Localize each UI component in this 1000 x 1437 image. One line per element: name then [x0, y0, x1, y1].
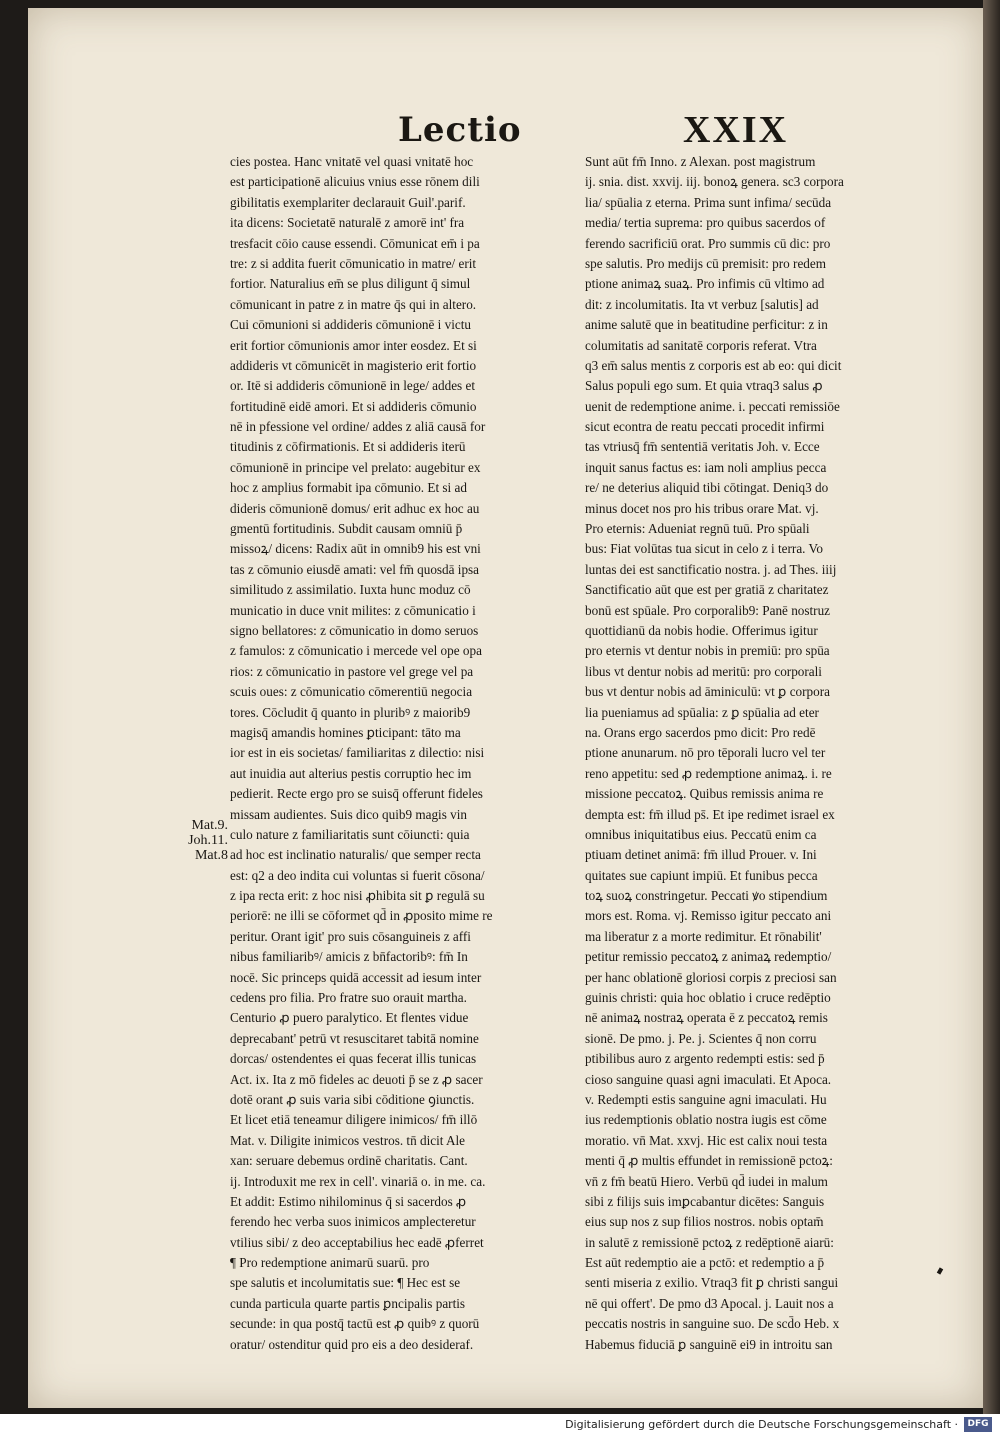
text-line: missam audientes. Suis dico quib9 magis vin — [230, 806, 467, 822]
text-line: columitatis ad sanitatē corporis referat. Vtra — [585, 337, 817, 353]
running-head-lectio: Lectio — [398, 110, 522, 150]
text-line: missoꝝ/ dicens: Radix aūt in omnib9 his est vni — [230, 541, 481, 557]
text-line: ma liberatur z a morte redimitur. Et rōnabilit' — [585, 928, 822, 944]
text-line: inquit sanus factus es: iam noli amplius pecca — [585, 459, 827, 475]
text-line: cedens pro filia. Pro fratre suo orauit martha. — [230, 990, 467, 1006]
text-line: vn̄ z fm̄ beatū Hiero. Verbū qd̄ iudei in malum — [585, 1173, 828, 1189]
page-edge — [983, 0, 1000, 1414]
margin-note: Mat.8 — [194, 848, 228, 863]
text-line: scuis oues: z cōmunicatio cōmerentiū negocia — [230, 684, 473, 700]
left-text-column — [230, 152, 580, 1355]
text-line: Et addit: Estimo nihilominus q̄ si sacerdos ꝓ — [230, 1193, 467, 1209]
text-line: na. Orans ergo sacerdos pmo dicit: Pro redē — [585, 724, 816, 740]
text-line: Pro eternis: Adueniat regnū tuū. Pro spūali — [585, 521, 810, 537]
text-line: reno appetitu: sed ꝓ redemptione animaꝝ. i. re — [585, 765, 832, 781]
text-line: libus vt dentur nobis ad meritū: pro corporali — [585, 663, 822, 679]
text-line: lia pueniamus ad spūalia: z ꝑ spūalia ad eter — [585, 704, 819, 720]
right-text-column — [585, 152, 923, 1355]
text-line: oratur/ ostenditur quid pro eis a deo desideraf. — [230, 1336, 474, 1352]
running-head-numeral: XXIX — [683, 109, 789, 151]
text-line: vtilius sibi/ z deo acceptabilius hec eadē ꝓferret — [230, 1234, 484, 1250]
text-line: guinis christi: quia hoc oblatio i cruce redēptio — [585, 990, 831, 1006]
text-line: nē qui offert'. De pmo d3 Apocal. j. Lauit nos a — [585, 1295, 834, 1311]
text-line: nocē. Sic princeps quidā accessit ad iesum inter — [230, 969, 482, 985]
text-line: est participationē alicuius vnius esse rōnem dili — [230, 174, 480, 190]
text-line: fortitudinē eidē amori. Et si addideris cōmunio — [230, 398, 477, 414]
text-line: cunda particula quarte partis ꝑncipalis partis — [230, 1295, 466, 1311]
text-line: dotē orant ꝓ suis varia sibi cōditione ꝯiunctis. — [230, 1091, 475, 1107]
text-line: spe salutis. Pro medijs cū premisit: pro redem — [585, 255, 827, 271]
text-line: nibus familiaribꝰ/ amicis z bn̄factoribꝰ: fm̄ In — [230, 949, 468, 965]
text-line: in salutē z remissionē pctoꝝ z redēptionē aiarū: — [585, 1234, 834, 1250]
text-line: est: q2 a deo indita cui voluntas si fuerit cōsona/ — [230, 867, 485, 883]
footer-credit: Digitalisierung gefördert durch die Deutsche Forschungsgemeinschaft · — [565, 1418, 958, 1431]
text-line: eius sup nos z sup filios nostros. nobis optam̄ — [585, 1214, 824, 1230]
text-line: fortior. Naturalius em̄ se plus diligunt q̄ simul — [230, 276, 471, 292]
text-line: tresfacit cōio cause essendi. Cōmunicat em̄ i pa — [230, 235, 480, 251]
text-line: tores. Cōcludit q̄ quanto in pluribꝰ z maiorib9 — [230, 704, 471, 720]
text-line: Cui cōmunioni si addideris cōmunionē i victu — [230, 317, 472, 333]
text-line: q3 em̄ salus mentis z corporis est ab eo: qui dicit — [585, 357, 842, 373]
text-line: ptione anunarum. nō pro tēporali lucro vel ter — [585, 745, 826, 761]
text-line: bonū est spūale. Pro corporalib9: Panē nostruz — [585, 602, 831, 618]
text-line: bus: Fiat volūtas tua sicut in celo z i terra. Vo — [585, 541, 823, 557]
text-line: erit fortior cōmunionis amor inter eosdez. Et si — [230, 337, 477, 353]
text-line: Centurio ꝓ puero paralytico. Et flentes vidue — [230, 1010, 469, 1026]
text-line: mors est. Roma. vj. Remisso igitur peccato ani — [585, 908, 832, 924]
dfg-logo: DFG — [964, 1417, 992, 1432]
text-line: ptibilibus auro z argento redempti estis: sed p̄ — [585, 1051, 825, 1067]
text-line: ferendo hec verba suos inimicos amplecteretur — [230, 1214, 476, 1230]
text-line: Act. ix. Ita z mō fideles ac deuoti p̄ se z ꝓ sacer — [230, 1071, 483, 1087]
text-line: cōmunionē in principe vel prelato: augebitur ex — [230, 459, 481, 475]
text-line: omnibus iniquitatibus eius. Peccatū enim ca — [585, 826, 817, 842]
text-line: v. Redempti estis sanguine agni imaculati. Hu — [585, 1091, 827, 1107]
text-line: spe salutis et incolumitatis sue: ¶ Hec est se — [230, 1275, 461, 1291]
text-line: z ipa recta erit: z hoc nisi ꝓhibita sit ꝑ regulā su — [230, 888, 485, 904]
text-line: ij. snia. dist. xxvij. iij. bonoꝝ genera. sc3 corpora — [585, 174, 844, 190]
text-line: gibilitatis exemplariter declarauit Guil'.parif. — [230, 194, 466, 210]
text-line: cioso sanguine quasi agni imaculati. Et Apoca. — [585, 1071, 832, 1087]
footer-bar — [0, 1414, 1000, 1437]
text-line: cies postea. Hanc vnitatē vel quasi vnitatē hoc — [230, 154, 474, 169]
text-line: xan: seruare debemus ordinē charitatis. Cant. — [230, 1153, 468, 1169]
text-line: Et licet etiā teneamur diligere inimicos/ fm̄ illō — [230, 1112, 478, 1128]
text-line: sionē. De pmo. j. Pe. j. Scientes q̄ non corru — [585, 1030, 817, 1046]
text-line: petitur remissio peccatoꝝ z animaꝝ redemptio/ — [585, 949, 832, 965]
text-line: Sanctificatio aūt que est per gratiā z charitatez — [585, 582, 829, 598]
text-line: tas vtriusq̄ fm̄ sententiā veritatis Joh. v. Ecce — [585, 439, 820, 455]
text-line: secunde: in qua postq̄ tactū est ꝓ quibꝰ z quorū — [230, 1316, 480, 1332]
text-line: or. Itē si addideris cōmunionē in lege/ addes et — [230, 378, 475, 394]
text-line: periorē: ne illi se cōformet qd̄ in ꝓposito mime re — [230, 908, 493, 924]
margin-note: Mat.9. — [191, 818, 228, 833]
text-line: minus docet nos pro his tribus orare Mat. vj. — [585, 500, 819, 516]
text-line: ptiuam detinet animā: fm̄ illud Prouer. v. Ini — [585, 847, 817, 863]
text-line: dempta est: fm̄ illud ps̄. Et ipe redimet israel ex — [585, 806, 835, 822]
text-line: ptione animaꝝ suaꝝ. Pro infimis cū vltimo ad — [585, 276, 825, 292]
text-line: toꝝ suoꝝ constringetur. Peccati ꝟo stipendium — [585, 888, 828, 904]
text-line: tre: z si addita fuerit cōmunicatio in matre/ erit — [230, 255, 477, 271]
text-line: Sunt aūt fm̄ Inno. z Alexan. post magistrum — [585, 154, 816, 169]
text-line: ior est in eis societas/ familiaritas z dilectio: nisi — [230, 745, 485, 761]
text-line: missione peccatoꝝ. Quibus remissis anima re — [585, 786, 824, 802]
text-line: ius redemptionis oblatio nostra iugis est cōme — [585, 1112, 827, 1128]
text-line: sibi z filijs suis imꝑcabantur dicētes: Sanguis — [585, 1193, 825, 1209]
text-line: luntas dei est sanctificatio nostra. j. ad Thes. iiij — [585, 561, 837, 577]
text-line: per hanc oblationē gloriosi corpis z preciosi san — [585, 969, 837, 985]
text-line: similitudo z assimilatio. Iuxta hunc moduz cō — [230, 582, 471, 598]
text-line: culo nature z familiaritatis sunt cōiuncti: quia — [230, 826, 470, 842]
text-line: z famulos: z cōmunicatio i mercede vel ope opa — [230, 643, 482, 659]
text-line: nē animaꝝ nostraꝝ operata ē z peccatoꝝ remis — [585, 1010, 828, 1026]
text-line: uenit de redemptione anime. i. peccati remissiōe — [585, 398, 840, 414]
text-line: ad hoc est inclinatio naturalis/ que semper recta — [230, 847, 481, 863]
text-line: ij. Introduxit me rex in cell'. vinariā o. in me. ca. — [230, 1173, 486, 1189]
text-line: pedierit. Recte ergo pro se suisq̄ offerunt fideles — [230, 786, 483, 802]
text-line: ferendo sacrificiū orat. Pro summis cū dic: pro — [585, 235, 831, 251]
margin-note: Joh.11. — [188, 833, 228, 848]
text-line: Habemus fiduciā ꝑ sanguinē ei9 in introitu san — [585, 1336, 833, 1352]
text-line: tas z cōmunio eiusdē amati: vel fm̄ quosdā ipsa — [230, 561, 480, 577]
text-line: gmentū fortitudinis. Subdit causam omniū p̄ — [230, 521, 463, 537]
text-line: magisq̄ amandis homines ꝑticipant: tāto ma — [230, 724, 461, 740]
text-line: Est aūt redemptio aie a pctō: et redemptio a p̄ — [585, 1255, 825, 1271]
text-line: Salus populi ego sum. Et quia vtraq3 salus ꝓ — [585, 378, 823, 394]
text-line: signo bellatores: z cōmunicatio in domo seruos — [230, 622, 479, 638]
text-line: bus vt dentur nobis ad āminiculū: vt ꝑ corpora — [585, 684, 830, 700]
text-line: ¶ Pro redemptione animarū suarū. pro — [230, 1255, 430, 1271]
text-line: rios: z cōmunicatio in pastore vel grege vel pa — [230, 663, 474, 679]
text-line: quitates sue capiunt impiū. Et funibus pecca — [585, 867, 818, 883]
text-line: cōmunicant in patre z in matre q̄s qui in altero. — [230, 296, 477, 312]
text-line: hoc z amplius formabit ipa cōmunio. Et si ad — [230, 480, 467, 496]
text-line: quottidianū da nobis hodie. Offerimus igitur — [585, 622, 818, 638]
text-line: pro eternis vt dentur nobis in premiū: pro spūa — [585, 643, 830, 659]
text-line: media/ tertia suprema: pro quibus sacerdos of — [585, 215, 826, 231]
text-line: Mat. v. Diligite inimicos vestros. tn̄ dicit Ale — [230, 1132, 466, 1148]
text-line: deprecabant' petrū vt resuscitaret tabitā nomine — [230, 1030, 479, 1046]
text-line: sicut econtra de reatu peccati procedit infirmi — [585, 419, 825, 435]
text-line: peccatis nostris in sanguine suo. De scd̄o Heb. x — [585, 1316, 840, 1332]
text-line: dit: z incolumitatis. Ita vt verbuz [salutis] ad — [585, 296, 819, 312]
text-line: anime salutē que in beatitudine perficitur: z in — [585, 317, 828, 333]
text-line: lia/ spūalia z eterna. Prima sunt infima/ secūda — [585, 194, 832, 210]
text-line: aut inuidia aut alterius pestis corruptio hec im — [230, 765, 472, 781]
text-line: addideris vt cōmunicēt in magisterio erit fortio — [230, 357, 477, 373]
text-line: dideris cōmunionē domus/ erit adhuc ex hoc au — [230, 500, 480, 516]
text-line: moratio. vn̄ Mat. xxvj. Hic est calix noui testa — [585, 1132, 828, 1148]
text-line: peritur. Orant igit' pro suis cōsanguineis z affi — [230, 928, 471, 944]
margin-notes — [160, 818, 228, 863]
text-line: senti miseria z exilio. Vtraq3 fit ꝑ christi sangui — [585, 1275, 839, 1291]
text-line: titudinis z cōfirmationis. Et si addideris iterū — [230, 439, 466, 455]
text-line: re/ ne deterius aliquid tibi cōtingat. Deniq3 do — [585, 480, 829, 496]
text-line: menti q̄ ꝓ multis effundet in remissionē pctoꝝ: — [585, 1153, 833, 1169]
text-line: nē in pfessione vel ordine/ addes z aliā causā for — [230, 419, 486, 435]
text-line: municatio in duce vnit milites: z cōmunicatio i — [230, 602, 476, 618]
text-line: ita dicens: Societatē naturalē z amorē int' fra — [230, 215, 465, 231]
text-line: dorcas/ ostendentes ei quas fecerat illis tunicas — [230, 1051, 477, 1067]
